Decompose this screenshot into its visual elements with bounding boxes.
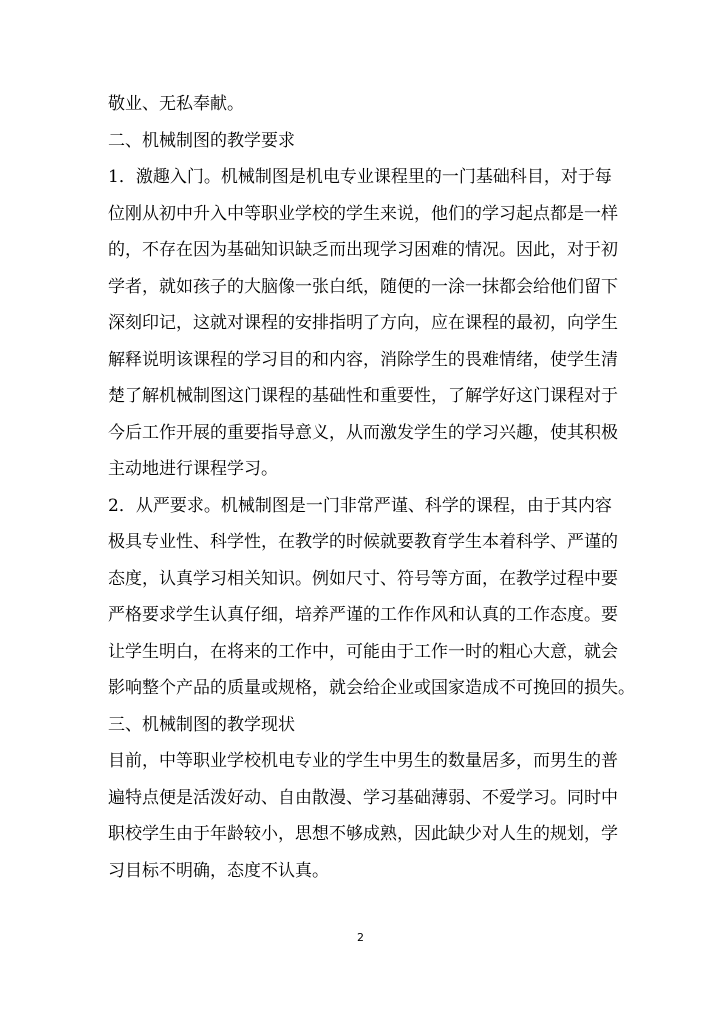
- text-line: 位刚从初中升入中等职业学校的学生来说，他们的学习起点都是一样: [108, 203, 618, 224]
- text-line: 学者，就如孩子的大脑像一张白纸，随便的一涂一抹都会给他们留下: [108, 276, 618, 297]
- text-line: 职校学生由于年龄较小，思想不够成熟，因此缺少对人生的规划，学: [108, 824, 618, 844]
- text-line: 让学生明白，在将来的工作中，可能由于工作一时的粗心大意，就会: [108, 641, 618, 662]
- text-line: 今后工作开展的重要指导意义，从而激发学生的学习兴趣，使其积极: [108, 422, 618, 443]
- text-line: 遍特点便是活泼好动、自由散漫、学习基础薄弱、不爱学习。同时中: [108, 787, 618, 808]
- section-heading: 三、机械制图的教学现状: [108, 714, 295, 735]
- text-line: 习目标不明确，态度不认真。: [108, 860, 329, 881]
- section-heading: 二、机械制图的教学要求: [108, 130, 295, 151]
- text-line: 影响整个产品的质量或规格，就会给企业或国家造成不可挽回的损失。: [108, 678, 635, 698]
- text-line: 楚了解机械制图这门课程的基础性和重要性，了解学好这门课程对于: [108, 386, 618, 406]
- page-number: 2: [357, 931, 364, 944]
- text-line: 极具专业性、科学性，在教学的时候就要教育学生本着科学、严谨的: [108, 532, 618, 552]
- text-line: 主动地进行课程学习。: [108, 459, 278, 479]
- text-line: 敬业、无私奉献。: [108, 94, 244, 114]
- text-line: 2．从严要求。机械制图是一门非常严谨、科学的课程，由于其内容: [108, 495, 612, 516]
- text-line: 解释说明该课程的学习目的和内容，消除学生的畏难情绪，使学生清: [108, 349, 618, 370]
- text-line: 的，不存在因为基础知识缺乏而出现学习困难的情况。因此，对于初: [108, 240, 618, 260]
- body-text: [108, 86, 708, 889]
- text-line: 态度，认真学习相关知识。例如尺寸、符号等方面，在教学过程中要: [108, 568, 618, 589]
- text-line: 1．激趣入门。机械制图是机电专业课程里的一门基础科目，对于每: [108, 167, 612, 187]
- text-line: 目前，中等职业学校机电专业的学生中男生的数量居多，而男生的普: [108, 751, 618, 771]
- text-line: 严格要求学生认真仔细，培养严谨的工作作风和认真的工作态度。要: [108, 605, 618, 625]
- text-line: 深刻印记，这就对课程的安排指明了方向，应在课程的最初，向学生: [108, 313, 618, 333]
